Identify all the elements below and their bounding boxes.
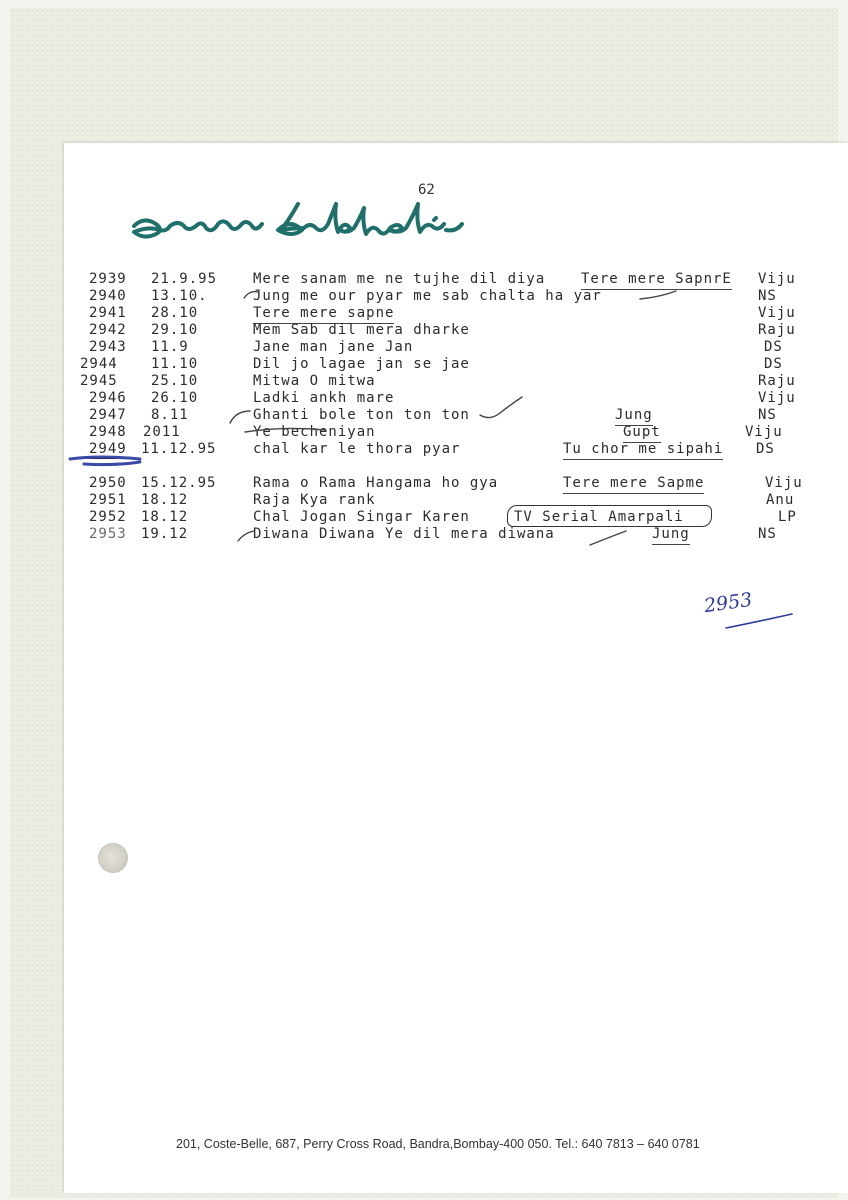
entry-id: 2951: [89, 492, 127, 508]
entry-date: 15.12.95: [141, 475, 217, 491]
entry-film: Gupt: [623, 424, 661, 443]
entry-film: TV Serial Amarpali: [514, 509, 684, 525]
entry-film: Tu chor me sipahi: [563, 441, 723, 460]
entry-id: 2949: [89, 441, 127, 457]
entry-composer: NS: [758, 526, 777, 542]
entry-song: Tere mere sapne: [253, 305, 394, 324]
punch-hole: [98, 843, 128, 873]
entry-id: 2943: [89, 339, 127, 355]
entry-composer: Raju: [758, 373, 796, 389]
entry-film: Tere mere Sapme: [563, 475, 704, 494]
entry-song: Chal Jogan Singar Karen: [253, 509, 470, 525]
entry-date: 19.12: [141, 526, 189, 542]
entry-composer: NS: [758, 407, 777, 423]
entry-song: Diwana Diwana Ye dil mera diwana: [253, 526, 555, 542]
entry-id: 2950: [89, 475, 127, 491]
entry-composer: Viju: [758, 271, 796, 287]
entry-date: 25.10: [151, 373, 199, 389]
entry-composer: Viju: [758, 390, 796, 406]
entry-date: 11.9: [151, 339, 189, 355]
entry-id: 2940: [89, 288, 127, 304]
entry-song: chal kar le thora pyar: [253, 441, 461, 457]
entry-date: 11.12.95: [141, 441, 217, 457]
entry-composer: DS: [756, 441, 775, 457]
entry-composer: NS: [758, 288, 777, 304]
entry-date: 29.10: [151, 322, 199, 338]
entry-song: Ladki ankh mare: [253, 390, 395, 406]
entry-song: Jung me our pyar me sab chalta ha yar: [253, 288, 602, 304]
entry-song: Dil jo lagae jan se jae: [253, 356, 470, 372]
entry-date: 8.11: [151, 407, 189, 423]
entry-id: 2946: [89, 390, 127, 406]
entry-composer: LP: [778, 509, 797, 525]
entry-song: Ghanti bole ton ton ton: [253, 407, 470, 423]
entry-date: 28.10: [151, 305, 199, 321]
entry-film: Jung: [652, 526, 690, 545]
entry-id: 2941: [89, 305, 127, 321]
entry-date: 11.10: [151, 356, 199, 372]
entry-composer: Anu: [766, 492, 795, 508]
footer-address: 201, Coste-Belle, 687, Perry Cross Road, Bandra,Bombay-400 050. Tel.: 640 7813 – 640 0781: [176, 1137, 700, 1151]
entry-song: Mitwa O mitwa: [253, 373, 376, 389]
entry-film: Tere mere SapnrE: [581, 271, 732, 290]
entry-date: 13.10.: [151, 288, 208, 304]
entry-id: 2952: [89, 509, 127, 525]
entry-date: 21.9.95: [151, 271, 218, 287]
entry-composer: Raju: [758, 322, 796, 338]
entry-id: 2944: [80, 356, 118, 372]
entry-id: 2945: [80, 373, 118, 389]
entry-song: Raja Kya rank: [253, 492, 376, 508]
entry-song: Rama o Rama Hangama ho gya: [253, 475, 499, 491]
entry-id: 2953: [89, 526, 127, 542]
entry-date: 18.12: [141, 509, 189, 525]
entry-song: Jane man jane Jan: [253, 339, 414, 355]
entry-composer: Viju: [745, 424, 783, 440]
entry-id: 2948: [89, 424, 127, 440]
entry-id: 2939: [89, 271, 127, 287]
entry-song: Mere sanam me ne tujhe dil diya: [253, 271, 546, 287]
entry-film: Jung: [615, 407, 653, 426]
entry-composer: DS: [764, 339, 783, 355]
entry-date: 26.10: [151, 390, 199, 406]
entry-date: 18.12: [141, 492, 189, 508]
entry-composer: Viju: [765, 475, 803, 491]
entry-composer: DS: [764, 356, 783, 372]
entry-id: 2942: [89, 322, 127, 338]
page-number: 62: [418, 182, 435, 198]
entry-date: 2011: [143, 424, 181, 440]
handwritten-total: 2953: [702, 588, 754, 618]
entry-song: Mem Sab dil mera dharke: [253, 322, 470, 338]
entry-id: 2947: [89, 407, 127, 423]
entry-composer: Viju: [758, 305, 796, 321]
entry-song: Ye becheniyan: [253, 424, 376, 440]
